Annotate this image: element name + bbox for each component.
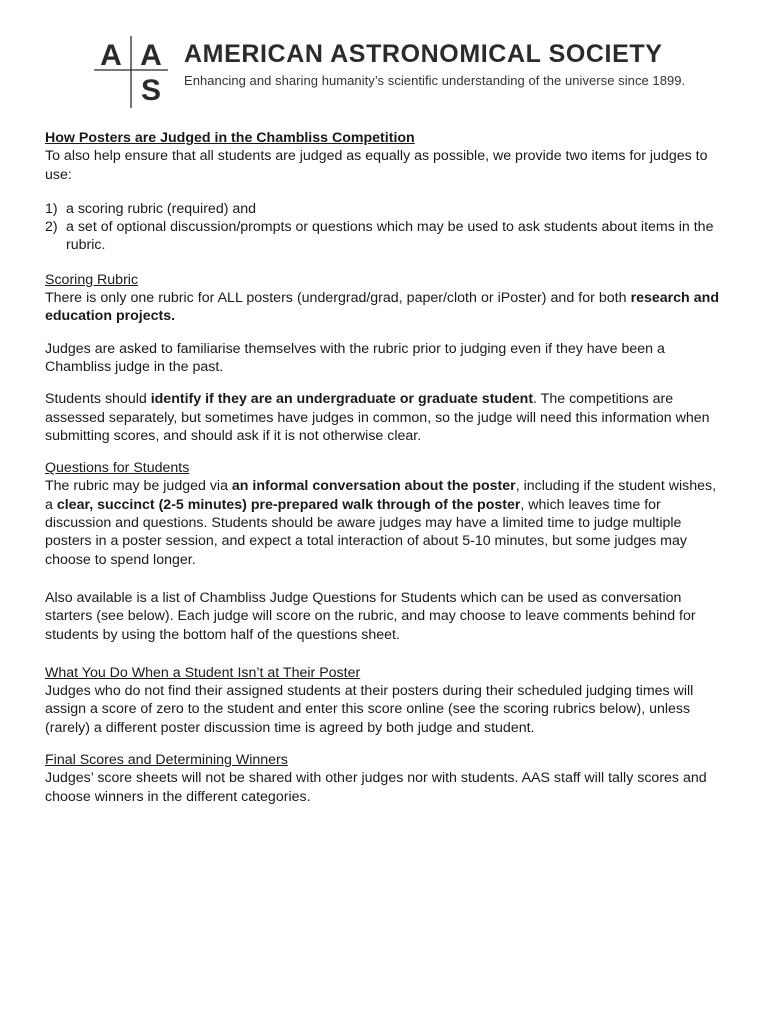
section-heading-scoring-rubric: Scoring Rubric — [45, 271, 139, 288]
rubric-p3-a: Students should — [45, 391, 151, 408]
org-name: AMERICAN ASTRONOMICAL SOCIETY — [184, 40, 663, 68]
list-item-number: 1) — [45, 200, 58, 217]
rubric-p3-b: . The competitions are assessed separately, but sometimes have judges in common, so the judge will need this information when submitting scores, and should ask if it is not otherwise clear. — [45, 391, 710, 444]
logo-letter-s: S — [140, 74, 162, 107]
document-body — [45, 129, 719, 806]
questions-p1-b: , including if the student wishes, a — [45, 478, 717, 513]
aas-logo — [92, 36, 170, 108]
section-heading-questions: Questions for Students — [45, 460, 190, 477]
logo-letter-a2: A — [140, 39, 162, 72]
rubric-paragraph-1 — [45, 289, 719, 326]
section-heading-judging: How Posters are Judged in the Chambliss Competition — [45, 130, 415, 146]
absent-paragraph: Judges who do not find their assigned students at their posters during their scheduled judging times will assign a score of zero to the student and enter this score online (see the scoring rubrics below), unless (rarely) a different poster discussion time is agreed by both judge and student. — [45, 683, 694, 736]
rubric-p1-text: There is only one rubric for ALL posters (undergrad/grad, paper/cloth or iPoster) and for both — [45, 290, 631, 307]
intro-paragraph: To also help ensure that all students are judged as equally as possible, we provide two items for judges to use: — [45, 148, 708, 183]
questions-paragraph-1 — [45, 477, 719, 568]
rubric-paragraph-3 — [45, 390, 719, 445]
list-item-text: a set of optional discussion/prompts or questions which may be used to ask students about items in the rubric. — [66, 219, 714, 254]
section-heading-final-scores: Final Scores and Determining Winners — [45, 752, 288, 769]
list-item-number: 2) — [45, 219, 58, 236]
rubric-p1-bold: research and education projects. — [45, 290, 720, 325]
questions-p1-bold1: an informal conversation about the poster — [231, 478, 516, 495]
org-tagline: Enhancing and sharing humanity’s scientific understanding of the universe since 1899. — [184, 73, 686, 88]
rubric-p3-bold: identify if they are an undergraduate or graduate student — [150, 391, 534, 408]
logo-letter-a1: A — [100, 39, 122, 72]
questions-p1-a: The rubric may be judged via — [45, 478, 232, 495]
questions-paragraph-2: Also available is a list of Chambliss Judge Questions for Students which can be used as conversation starters (see below). Each judge will score on the rubric, and may choose to leave comments behind for students by using the bottom half of the questions sheet. — [45, 589, 696, 643]
questions-p1-bold2: clear, succinct (2-5 minutes) pre-prepared walk through of the poster — [56, 496, 521, 513]
list-item — [45, 200, 719, 218]
judging-items-list — [45, 200, 719, 255]
aas-header — [92, 36, 692, 108]
rubric-paragraph-2: Judges are asked to familiarise themselves with the rubric prior to judging even if they have been a Chambliss judge in the past. — [45, 340, 665, 375]
list-item-text: a scoring rubric (required) and — [66, 200, 257, 217]
section-heading-absent-student: What You Do When a Student Isn’t at Their Poster — [45, 664, 361, 681]
questions-p1-c: , which leaves time for discussion and questions. Students should be aware judges may have a limited time to judge multiple posters in a poster session, and expect a total interaction of about 5-10 minutes, but some judges may choose to spend longer. — [45, 496, 687, 568]
list-item — [45, 218, 719, 255]
final-paragraph: Judges’ score sheets will not be shared with other judges nor with students. AAS staff will tally scores and choose winners in the different categories. — [45, 770, 707, 805]
